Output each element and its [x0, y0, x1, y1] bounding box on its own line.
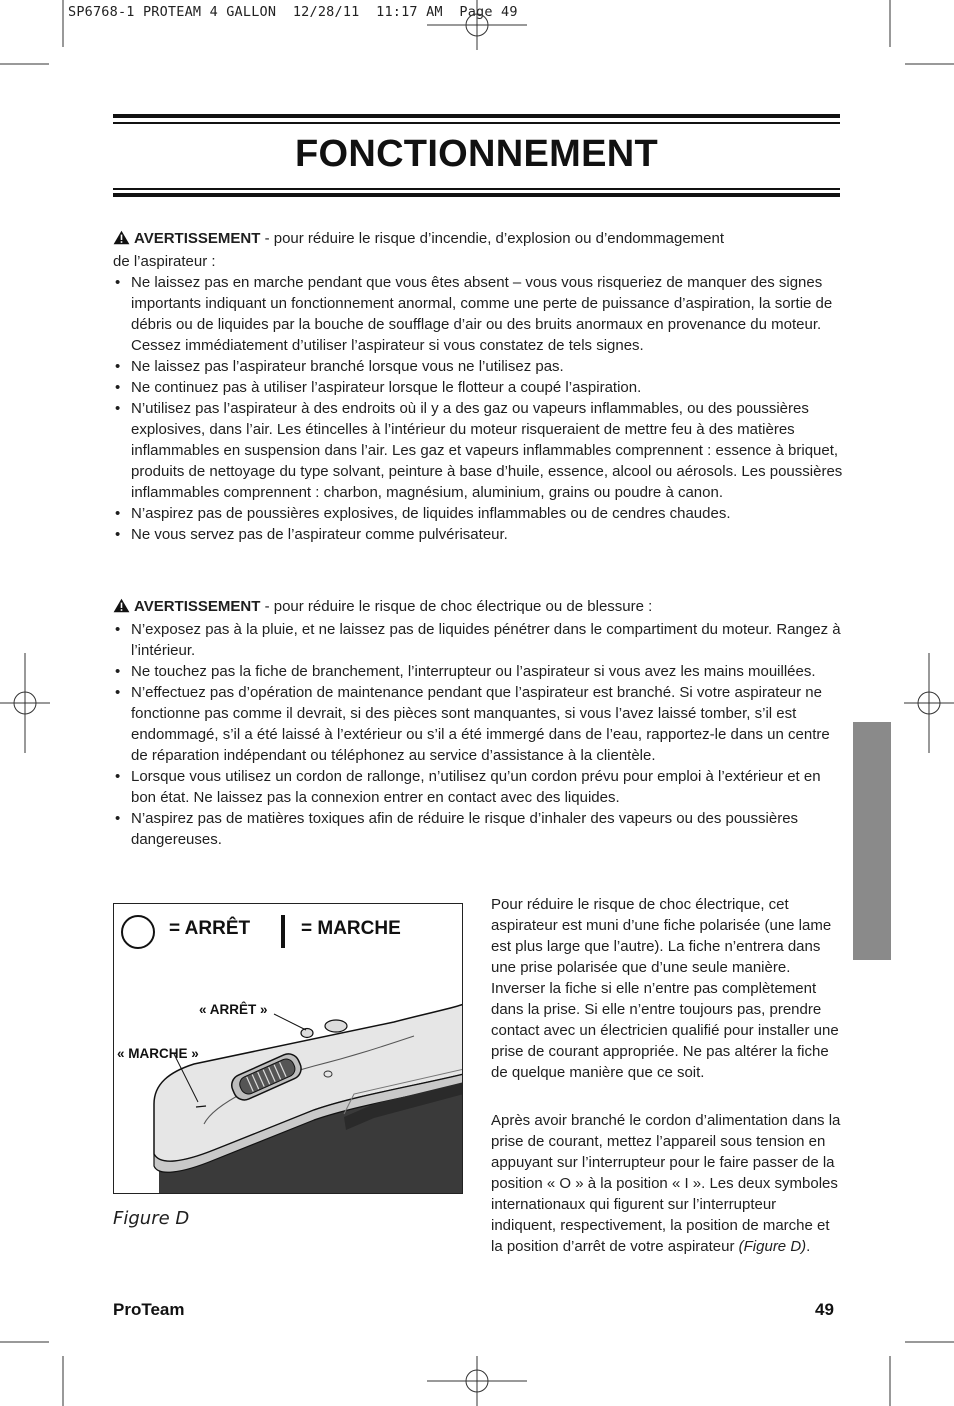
list-item: • Ne vous servez pas de l’aspirateur comme pulvérisateur. [113, 524, 843, 545]
list-item: • Ne laissez pas en marche pendant que vous êtes absent – vous vous risqueriez de manquer des signes importants indiquant un fonctionnement anormal, comme une perte de puissance d’aspiration, la sortie de débris ou de liquides par la bouche de soufflage d’air ou des bruits anormaux en provenance du moteur. Cessez immédiatement d’utiliser l’aspirateur si vous constatez de tels signes. [113, 272, 843, 356]
page-title: FONCTIONNEMENT [294, 133, 659, 175]
callout-on-label: « MARCHE » [117, 1046, 199, 1061]
warning-shock-intro [113, 596, 843, 619]
polarized-plug-paragraph [491, 894, 841, 1083]
paragraph-text [491, 1110, 841, 1257]
figure-caption: Figure D [113, 1208, 190, 1229]
page-number: 49 [815, 1300, 834, 1319]
callout-off-label: « ARRÊT » [199, 1002, 268, 1017]
list-item: • N’aspirez pas de matières toxiques afin de réduire le risque d’inhaler des vapeurs ou des poussières dangereuses. [113, 808, 843, 850]
warning-shock-intro-text: - pour réduire le risque de choc électrique ou de blessure : [260, 598, 653, 615]
list-item: • Ne laissez pas l’aspirateur branché lorsque vous ne l’utilisez pas. [113, 356, 843, 377]
legend-on-label: = MARCHE [301, 918, 401, 939]
paragraph-end: . [806, 1238, 811, 1255]
list-item: • Ne continuez pas à utiliser l’aspirateur lorsque le flotteur a coupé l’aspiration. [113, 377, 843, 398]
list-item: • N’exposez pas à la pluie, et ne laissez pas de liquides pénétrer dans le compartiment du moteur. Rangez à l’intérieur. [113, 619, 843, 661]
list-item: • Ne touchez pas la fiche de branchement, l’interrupteur ou l’aspirateur si vous avez les mains mouillées. [113, 661, 843, 682]
warning-triangle-icon [113, 598, 130, 619]
figure-d-switch-illustration [113, 903, 463, 1194]
off-symbol-icon [122, 916, 154, 948]
list-item: • N’aspirez pas de poussières explosives, de liquides inflammables ou de cendres chaudes. [113, 503, 843, 524]
title-rule-bottom-thick [113, 193, 840, 197]
footer-brand: ProTeam [113, 1300, 185, 1319]
switch-operation-paragraph [491, 1110, 841, 1257]
title-rule-top-thick [113, 114, 840, 118]
warning-fire-intro [113, 228, 843, 272]
warning-fire-label: AVERTISSEMENT [134, 230, 261, 247]
warning-shock-label: AVERTISSEMENT [134, 598, 261, 615]
warning-fire-intro-text-2: de l’aspirateur : [113, 253, 216, 270]
warning-shock-section [113, 596, 843, 850]
list-item: • N’utilisez pas l’aspirateur à des endroits où il y a des gaz ou vapeurs inflammables, ou des poussières explosives, dans l’air. Les étincelles à l’intérieur du moteur risqueraient de mettre feu à des matières inflammables en suspension dans l’air. Les gaz et vapeurs inflammables comprennent : essence à briquet, produits de nettoyage du type solvant, peinture à base d’huile, essence, alcool ou aérosols. Les poussières inflammables comprennent : charbon, magnésium, aluminium, grains ou poudre à canon. [113, 398, 843, 503]
list-item: • Lorsque vous utilisez un cordon de rallonge, n’utilisez qu’un cordon prévu pour emploi à l’extérieur et en bon état. Ne laissez pas la connexion entrer en contact avec des liquides. [113, 766, 843, 808]
warning-fire-intro-text: - pour réduire le risque d’incendie, d’explosion ou d’endommagement [260, 230, 725, 247]
print-slug: SP6768-1 PROTEAM 4 GALLON 12/28/11 11:17 AM Page 49 [68, 4, 518, 20]
warning-fire-section [113, 228, 843, 545]
warning-triangle-icon [113, 230, 130, 251]
warning-shock-list [113, 619, 843, 850]
title-rule-bottom-thin [113, 188, 840, 190]
legend-off-label: = ARRÊT [169, 918, 251, 939]
on-symbol-icon [281, 915, 285, 948]
section-side-tab [853, 722, 891, 960]
list-item: • N’effectuez pas d’opération de maintenance pendant que l’aspirateur est branché. Si votre aspirateur ne fonctionne pas comme il devrait, si des pièces sont manquantes, si vous l’avez laissé tomber, s’il est endommagé, s’il a été laissé à l’extérieur ou s’il a été immergé dans de l’eau, rapportez-le dans un centre de réparation indépendant ou téléphonez au service d’assistance à la clientèle. [113, 682, 843, 766]
warning-fire-list [113, 272, 843, 545]
paragraph-text: Pour réduire le risque de choc électrique, cet aspirateur est muni d’une fiche polarisée (une lame est plus large que l’autre). La fiche n’entrera dans une prise polarisée que d’une seule manière. Inverser la fiche si elle n’entre pas complètement dans la prise. Si elle n’entre toujours pas, prendre contact avec un électricien qualifié pour installer une prise de courant appropriée. Ne pas altérer la fiche de quelque manière que ce soit. [491, 896, 839, 1081]
figure-reference: (Figure D) [738, 1238, 807, 1255]
title-rule-top-thin [113, 122, 840, 124]
paragraph-main-text: Après avoir branché le cordon d’alimentation dans la prise de courant, mettez l’appareil sous tension en appuyant sur l’interrupteur pour le faire passer de la position « O » à la position « I ». Les deux symboles internationaux qui figurent sur l’interrupteur indiquent, respectivement, la position de marche et la position d’arrêt de votre aspirateur [491, 1112, 841, 1255]
